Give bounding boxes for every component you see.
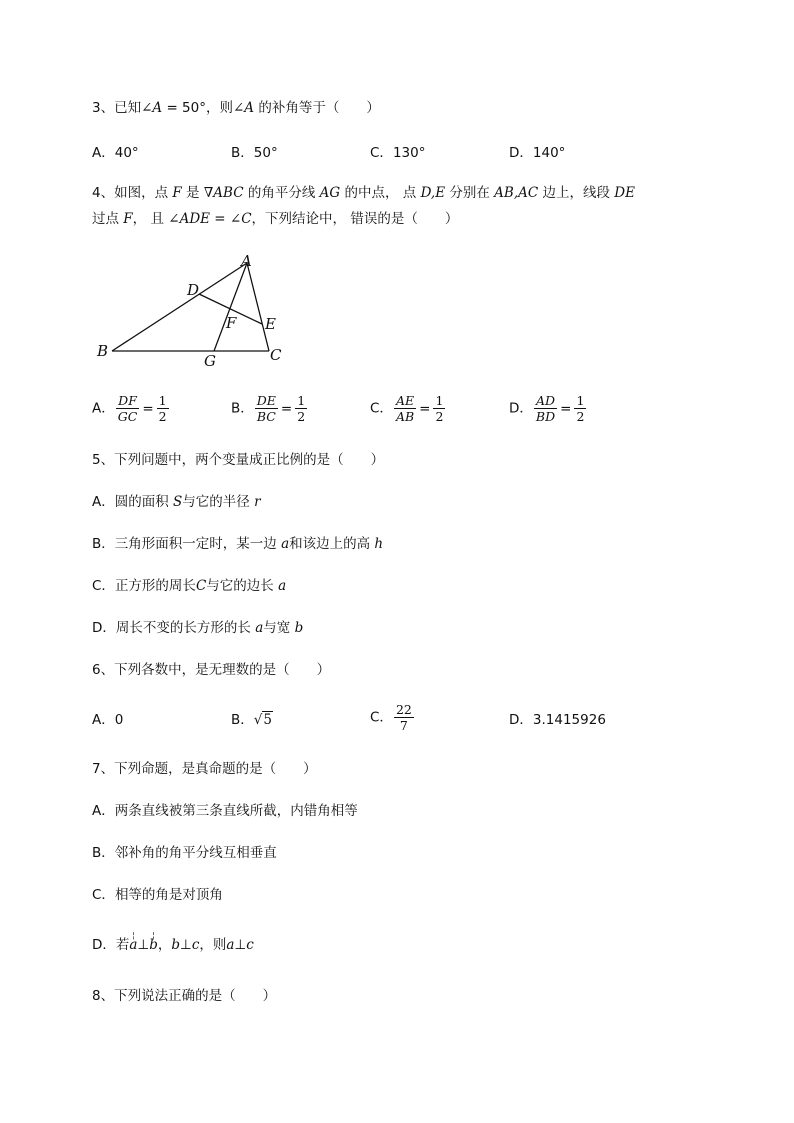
q3-angle2: ∠A <box>232 100 255 116</box>
q4-stem-line1: 4、如图，点 F 是 ∇ABC 的角平分线 AG 的中点， 点 D,E 分别在 AB,AC 边上，线段 DE <box>92 185 635 201</box>
q5-stem: 5、下列问题中，两个变量成正比例的是（ ） <box>92 452 385 468</box>
segment-ag <box>214 263 247 351</box>
q5-option-a: A．圆的面积 S与它的半径 r <box>92 494 261 510</box>
q7-stem: 7、下列命题，是真命题的是（ ） <box>92 761 317 777</box>
q7-option-b: B．邻补角的角平分线互相垂直 <box>92 845 277 861</box>
q4-option-c: C． $\frac{AE}{AB}$ = $\frac{1}{2}$ <box>370 393 444 424</box>
q3-option-b: B．50° <box>231 145 278 161</box>
q7-option-c: C．相等的角是对顶角 <box>92 887 223 903</box>
q3-option-a: A．40° <box>92 145 139 161</box>
q4-option-b: B． $\frac{DE}{BC}$ = $\frac{1}{2}$ <box>231 393 306 424</box>
label-a: A <box>241 252 252 270</box>
q3-text-post: 的补角等于（ ） <box>254 100 380 116</box>
q3-option-c: C．130° <box>370 145 426 161</box>
q6-stem: 6、下列各数中，是无理数的是（ ） <box>92 662 331 678</box>
q3-eq: = 50° <box>162 100 206 116</box>
q8-stem: 8、下列说法正确的是（ ） <box>92 988 277 1004</box>
label-g: G <box>204 352 216 370</box>
label-c: C <box>270 346 282 364</box>
label-f: F <box>226 314 237 332</box>
q3-option-d: D．140° <box>509 145 566 161</box>
q5-option-c: C．正方形的周长C与它的边长 a <box>92 578 287 594</box>
q4-option-d: D． $\frac{AD}{BD}$ = $\frac{1}{2}$ <box>509 393 585 424</box>
q6-option-c: C． $\frac{22}{7}$ <box>370 702 412 733</box>
side-ac <box>247 263 269 351</box>
q5-option-d: D．周长不变的长方形的长 a与宽 b <box>92 620 304 636</box>
q7-option-d: D．若¦ a⊥¦ b，b⊥c，则a⊥c <box>92 936 254 954</box>
q3-text: 3、已知 <box>92 100 142 116</box>
triangle-figure <box>92 250 302 372</box>
q4-stem-line2: 过点 F， 且 ∠ADE = ∠C，下列结论中， 错误的是（ ） <box>92 211 459 227</box>
label-b: B <box>97 342 109 360</box>
q4-option-a: A． $\frac{DF}{GC}$ = $\frac{1}{2}$ <box>92 393 167 424</box>
q7-option-a: A．两条直线被第三条直线所截，内错角相等 <box>92 803 358 819</box>
q3-stem <box>92 99 380 117</box>
label-e: E <box>265 315 276 333</box>
q6-option-b: B．√5 <box>231 712 272 728</box>
q6-option-a: A．0 <box>92 712 124 728</box>
q5-option-b: B．三角形面积一定时，某一边 a和该边上的高 h <box>92 536 384 552</box>
label-d: D <box>187 281 200 299</box>
q3-angle: ∠A <box>141 100 163 116</box>
q6-option-d: D．3.1415926 <box>509 712 606 728</box>
q3-text-mid: ，则 <box>205 100 233 116</box>
